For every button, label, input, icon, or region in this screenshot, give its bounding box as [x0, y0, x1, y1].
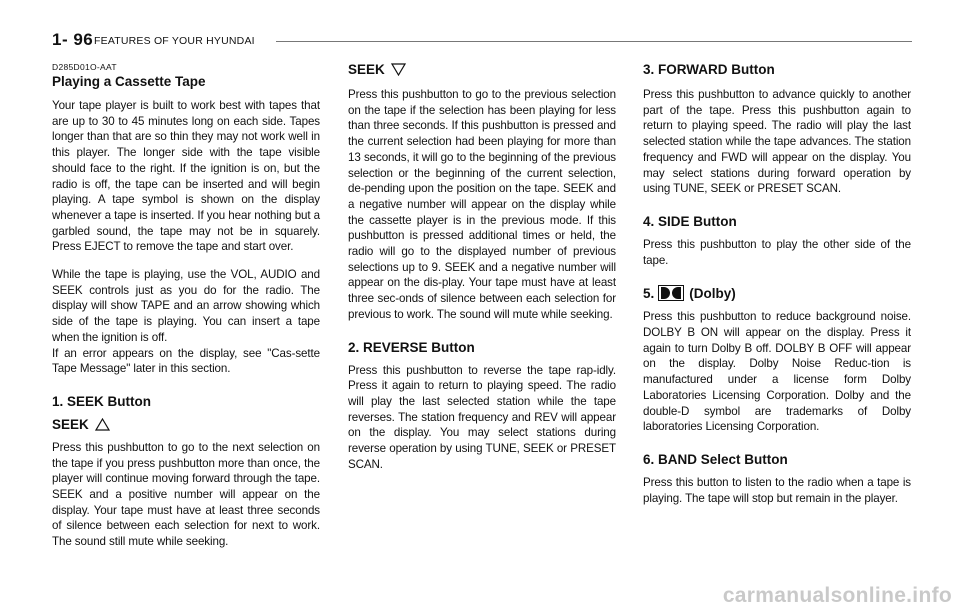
- paragraph-dolby: Press this pushbutton to reduce background noise. DOLBY B ON will appear on the display. Press it again to turn Dolby B off. DOLBY B OFF will appear on the display. Dolby Noise Reduc-tion is manufactured under a license form Dolby Laboratories Licensing Corporation. Dolby and the double-D symbol are trademarks of Dolby laboratories Licensing Corporation.: [643, 310, 911, 434]
- heading-reverse: 2. REVERSE Button: [348, 339, 475, 355]
- paragraph-controls: While the tape is playing, use the VOL, AUDIO and SEEK controls just as you do for the radio. The display will show TAPE and an arrow showing which side of the tape is playing. You can insert a tape when the ignition is off.: [52, 268, 320, 344]
- section-code: D285D01O-AAT: [52, 62, 117, 72]
- heading-seek-down: SEEK: [348, 62, 616, 77]
- heading-dolby: 5. (Dolby): [643, 285, 736, 301]
- triangle-up-icon: [95, 418, 110, 431]
- dolby-double-d-icon: [658, 285, 684, 301]
- heading-band: 6. BAND Select Button: [643, 451, 788, 467]
- paragraph-seek-down: Press this pushbutton to go to the previous selection on the tape if the selection has been playing for less than three seconds. If this pushbutton is pressed and the current selection had been playing for more than 13 seconds, it will go to the beginning of the previous selection or the beginning of the current selection, de-pending upon the position on the tape. SEEK and a negative number will appear on the display while the cassette player is in the previous mode. If this pushbutton is pressed additional times or held, the radio will go to the displayed number of previous selections up to 9. SEEK and a negative number will appear on the dis-play. Your tape must have at least three sec-onds of silence between each selection for previous to work. The sound will mute while seeking.: [348, 88, 616, 321]
- page-number: 1- 96: [52, 30, 94, 49]
- paragraph-error: If an error appears on the display, see "Cas-sette Tape Message" later in this section.: [52, 346, 320, 376]
- triangle-down-icon: [391, 63, 406, 76]
- column-3: [643, 62, 911, 518]
- heading-seek-up: SEEK: [52, 417, 320, 432]
- paragraph-side: Press this pushbutton to play the other side of the tape.: [643, 237, 911, 267]
- paragraph-seek-up: Press this pushbutton to go to the next selection on the tape if you press pushbutton more than once, the player will continue moving forward through the tape. SEEK and a positive number will appear on the display. Your tape must have at least three seconds of silence between each selection for next to work. The sound still mute while seeking.: [52, 440, 320, 549]
- page-header: [52, 30, 912, 50]
- paragraph-band: Press this button to listen to the radio when a tape is playing. The tape will stop but remain in the player.: [643, 475, 911, 505]
- column-1: [52, 62, 320, 562]
- column-2: [348, 62, 616, 484]
- paragraph-forward: Press this pushbutton to advance quickly to another part of the tape. Press this pushbutton again to return to playing speed. The radio will play the last selected station while the tape advances. The station frequency and FWD will appear on the display. You may select stations during forward operation by using TUNE, SEEK or PRESET SCAN.: [643, 88, 911, 196]
- watermark: carmanualsonline.info: [722, 584, 952, 607]
- header-rule: [276, 41, 912, 42]
- paragraph-reverse: Press this pushbutton to reverse the tape rap-idly. Press it again to return to playing speed. The radio will play the last selected station while the tape reverses. The station frequency and REV will appear on the display. You may select stations during reverse operation by using TUNE, SEEK or PRESET SCAN.: [348, 363, 616, 471]
- section-title-cassette: Playing a Cassette Tape: [52, 74, 206, 89]
- paragraph-intro: Your tape player is built to work best with tapes that are up to 30 to 45 minutes long on each side. Tapes longer than that are so thin they may not work well in this player. The longer side with the tape visible should face to the right. If the ignition is on, but the radio is off, the tape can be inserted and will begin playing. A tape symbol is shown on the display whenever a tape is inserted. If you hear nothing but a garbled sound, the tape may not be in squarely. Press EJECT to remove the tape and start over.: [52, 99, 320, 254]
- heading-seek-button: 1. SEEK Button: [52, 393, 152, 409]
- heading-forward: 3. FORWARD Button: [643, 62, 775, 77]
- heading-side: 4. SIDE Button: [643, 213, 737, 229]
- section-title: FEATURES OF YOUR HYUNDAI: [94, 35, 255, 47]
